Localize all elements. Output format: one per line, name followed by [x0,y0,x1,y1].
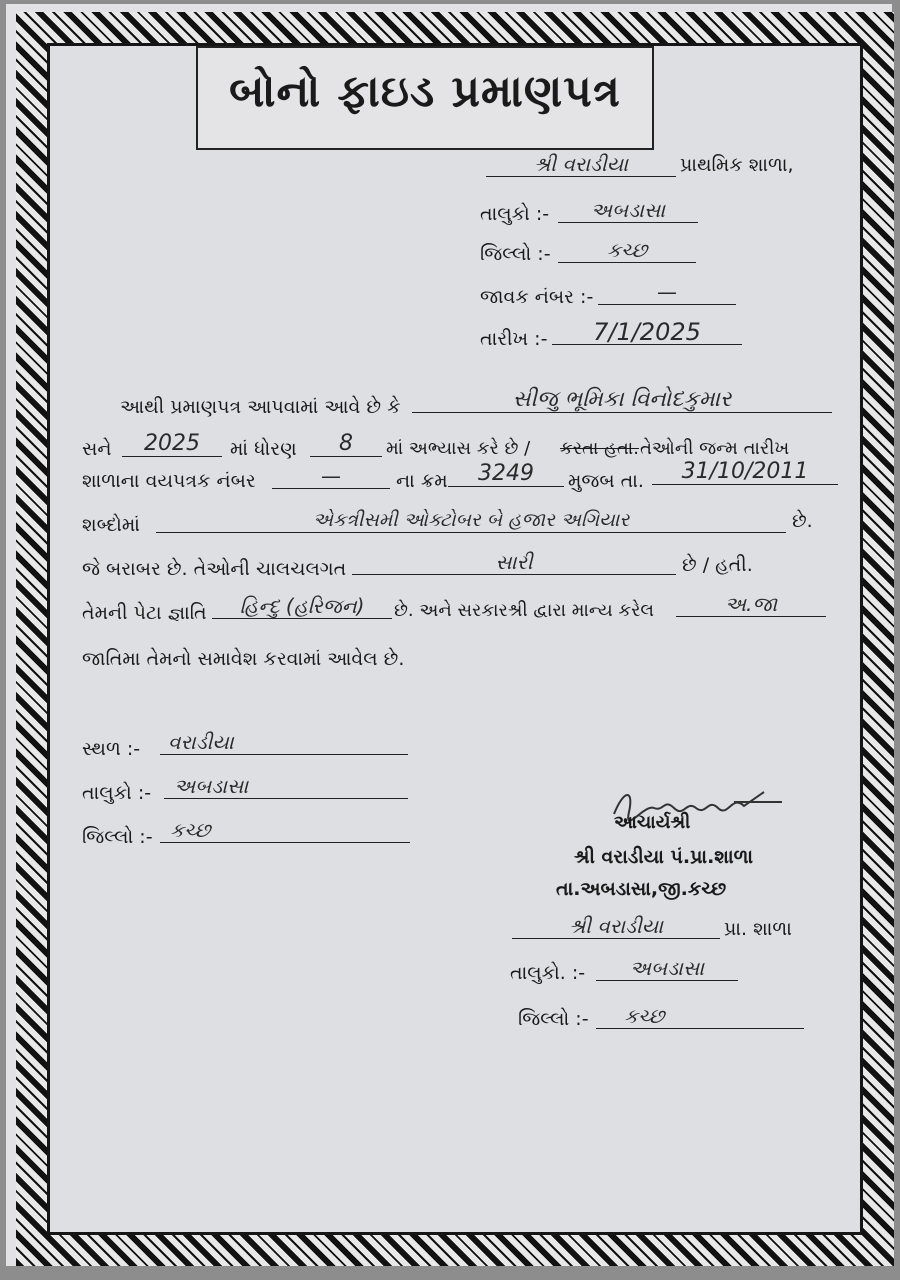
body-line6-a: તેમની પેટા જ્ઞાતિ [82,602,207,624]
body-line2-c: માં અભ્યાસ કરે છે / [386,438,531,459]
student-name: સીજુ ભૂમિકા વિનોદકુમાર [412,388,832,413]
header-district-label: જિલ્લો :- [480,243,551,265]
body-line3-a: શાળાના વયપત્રક નંબર [82,470,256,492]
footer-district-value: કચ્છ [160,818,410,843]
conduct-value: સારી [352,550,676,575]
birth-date-value: 31/10/2011 [652,460,838,485]
header-outward-value: — [598,280,736,305]
place-label: સ્થળ :- [82,738,141,760]
serial-no-value: 3249 [448,462,564,487]
sub-caste-value: હિન્દુ (હરિજન) [212,594,392,619]
body-line7: જાતિમા તેમનો સમાવેશ કરવામાં આવેલ છે. [82,648,405,670]
body-line2-d: તેઓની જન્મ તારીખ [640,438,790,459]
body-line5-a: જે બરાબર છે. તેઓની ચાલચલગત [82,558,347,580]
certificate-inner-frame [50,46,860,1232]
birth-date-words: એકત્રીસમી ઓક્ટોબર બે હજાર અગિયાર [156,508,786,533]
header-school-name: શ્રી વરાડીયા [486,152,676,177]
header-taluka-value: અબડાસા [558,198,698,223]
body-line4-a: શબ્દોમાં [82,514,140,536]
title-box [196,46,654,150]
footer-school-suffix: પ્રા. શાળા [724,918,792,940]
year-value: 2025 [122,432,222,457]
body-line2-b: માં ધોરણ [230,438,297,460]
footer-district-label: જિલ્લો :- [82,826,153,848]
header-taluka-label: તાલુકો :- [480,203,550,225]
body-line3-c: મુજબ તા. [568,470,644,492]
header-school-suffix: પ્રાથમિક શાળા, [680,154,794,176]
stamp-line2: શ્રી વરાડીયા પં.પ્રા.શાળા [574,846,754,868]
body-line6-b: છે. અને સરકારશ્રી દ્વારા માન્ય કરેલ [394,600,655,621]
footer-right-district-value: કચ્છ [596,1004,804,1029]
header-date-label: તારીખ :- [480,328,548,350]
body-line5-b: છે / હતી. [682,554,753,576]
header-district-value: કચ્છ [558,238,696,263]
body-line2-strike: કરતા હતા. [560,438,639,459]
header-outward-label: જાવક નંબર :- [480,286,594,308]
certificate-title: બોનો ફાઇડ પ્રમાણપત્ર [229,66,621,117]
footer-taluka-label: તાલુકો :- [82,782,152,804]
place-value: વરાડીયા [160,730,408,755]
footer-school-name: શ્રી વરાડીયા [512,914,720,939]
footer-right-taluka-label: તાલુકો. :- [510,962,586,984]
header-date-value: 7/1/2025 [552,320,742,345]
category-value: અ.જા [676,592,826,617]
standard-value: 8 [310,432,382,457]
footer-right-district-label: જિલ્લો :- [518,1008,589,1030]
body-line2-a: સને [82,438,112,460]
certificate-page [6,4,892,1266]
body-line4-b: છે. [792,510,813,532]
footer-taluka-value: અબડાસા [164,774,408,799]
stamp-line1: આચાર્યશ્રી [614,812,691,833]
body-line1-prefix: આથી પ્રમાણપત્ર આપવામાં આવે છે કે [120,396,401,418]
register-no-value: — [272,464,390,489]
stamp-line3: તા.અબડાસા,જી.કચ્છ [556,878,727,900]
body-line3-b: ના ક્રમ [396,470,448,492]
footer-right-taluka-value: અબડાસા [596,956,738,981]
